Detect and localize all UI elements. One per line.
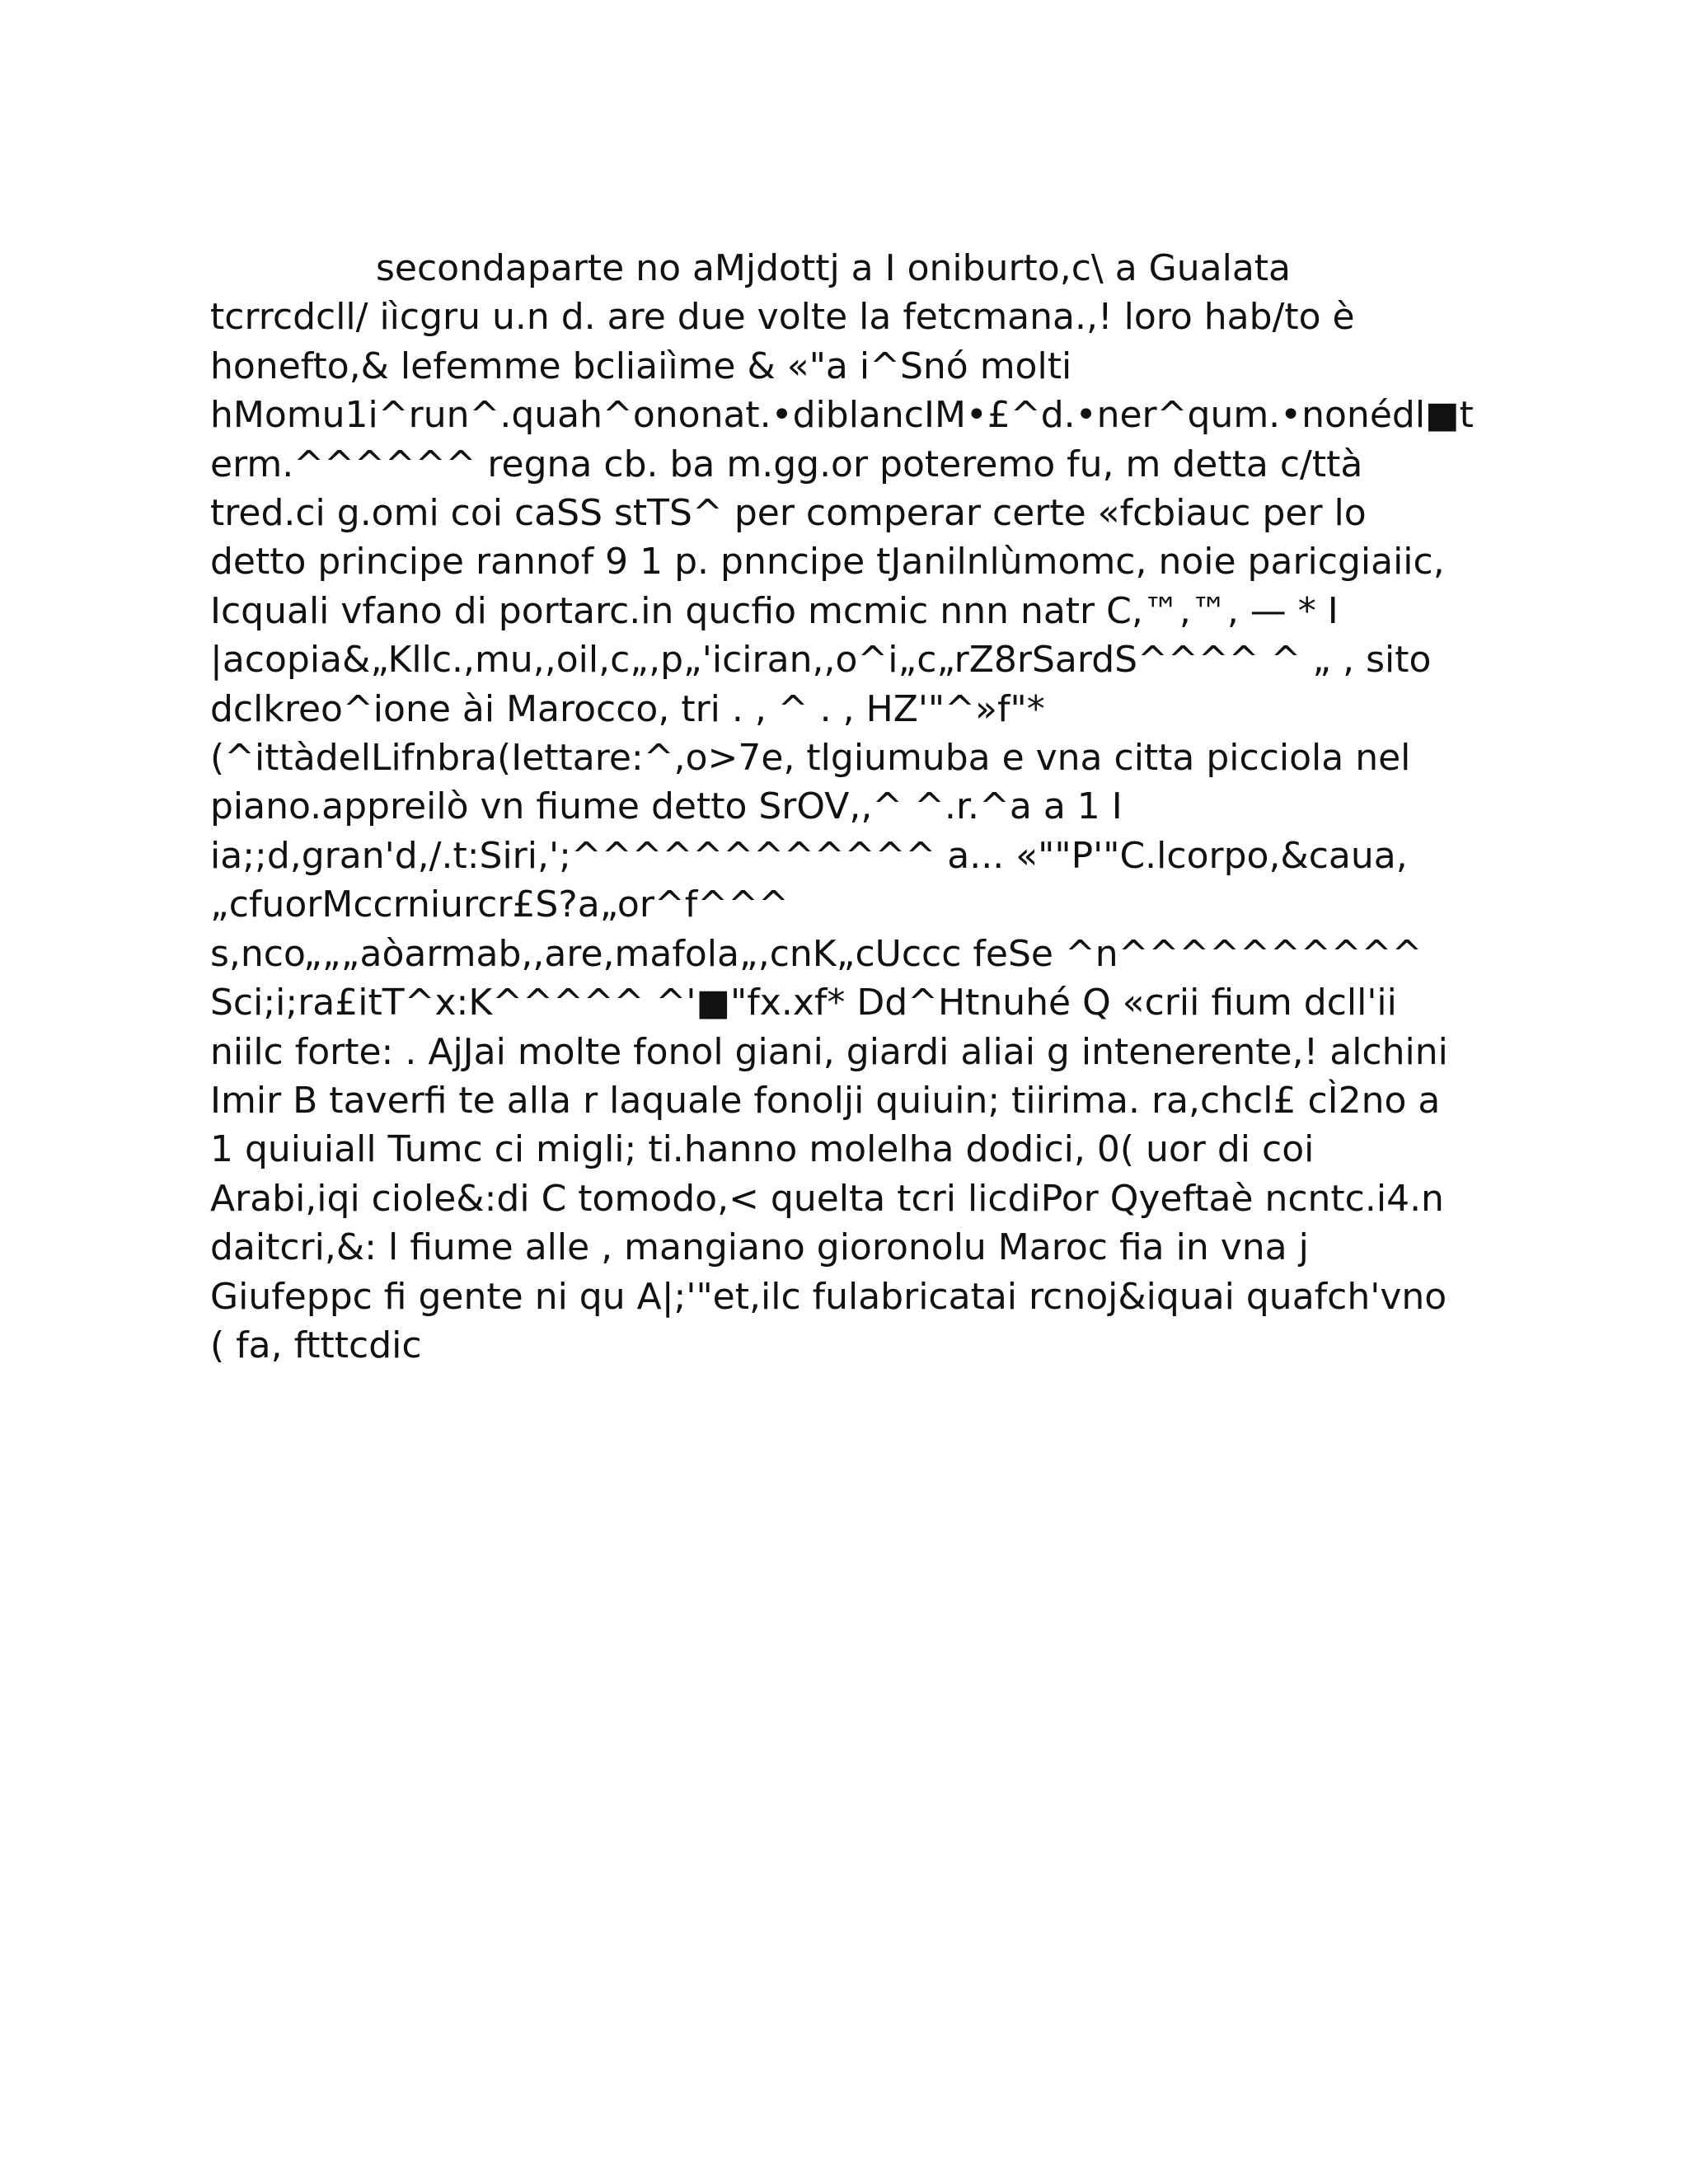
text-line: Imir B taverfi te alla r laquale fonolji quiuin; tiirima. ra,chcl£ cÌ2no a (210, 1079, 1441, 1122)
text-line: detto principe rannof 9 1 p. pnncipe tJanilnlùmomc, noie paricgiaiic, (210, 541, 1445, 583)
text-line: dclkreo^ione ài Marocco, tri . , ^ . , HZ'"^»f"* (210, 687, 1045, 730)
text-line: piano.appreilò vn fiume detto SrOV,,^ ^.r.^a a 1 I (210, 785, 1123, 828)
text-line: niilc forte: . AjJai molte fonol giani, giardi aliai g intenerente,! alchini (210, 1030, 1448, 1073)
document-body-text (210, 244, 1479, 1370)
text-line: tred.ci g.omi coi caSS stTS^ per comperar certe «fcbiauc per lo (210, 492, 1367, 535)
text-line: hMomu1i^run^.quah^ononat.•diblancIM•£^d.•ner^qum.•nonédl■t (210, 394, 1474, 437)
text-line: (^ittàdelLifnbra(Iettare:^,o>7e, tlgiumuba e vna citta picciola nel (210, 737, 1411, 780)
text-line: „cfuorMccrniurcr£S?a„or^f^^^ (210, 883, 789, 926)
text-line: Arabi,iqi ciole&:di C tomodo,< quelta tcri licdiPor Qyeftaè ncntc.i4.n (210, 1177, 1444, 1220)
text-line: ( fa, ftttcdic (210, 1324, 422, 1366)
text-line: 1 quiuiall Tumc ci migli; ti.hanno molelha dodici, 0( uor di coi (210, 1128, 1315, 1171)
text-line: |acopia&„Kllc.,mu,,oil,c„,p„'iciran,,o^i„c„rZ8rSardS^^^^ ^ „ , sito (210, 639, 1432, 682)
text-line: honefto,& lefemme bcliaiìme & «"a i^Snó molti (210, 344, 1072, 387)
text-line: daitcri,&: l fiume alle , mangiano gioronolu Maroc fia in vna j (210, 1226, 1309, 1269)
text-line: Sci;i;ra£itT^x:K^^^^^ ^'■"fx.xf* Dd^Htnuhé Q «crii fium dcll'ii (210, 982, 1397, 1024)
text-line: secondaparte no aMjdottj a I oniburto,c\ a Gualata (376, 247, 1291, 289)
text-line: Giufeppc fi gente ni qu A|;'"et,ilc fulabricatai rcnoj&iquai quafch'vno (210, 1275, 1447, 1318)
text-line: Icquali vfano di portarc.in qucfio mcmic nnn natr C,™,™, — * I (210, 589, 1339, 632)
text-line: tcrrcdcll/ iìcgru u.n d. are due volte la fetcmana.,! loro hab/to è (210, 296, 1355, 339)
text-line: s,nco„„„aòarmab,,are,mafola„,cnK„cUccc feSe ^n^^^^^^^^^^ (210, 932, 1423, 975)
text-line: ia;;d,gran'd,/.t:Siri,';^^^^^^^^^^^^ a... «""P'"C.lcorpo,&caua, (210, 834, 1408, 877)
text-line: erm.^^^^^^ regna cb. ba m.gg.or poteremo fu, m detta c/ttà (210, 443, 1363, 485)
